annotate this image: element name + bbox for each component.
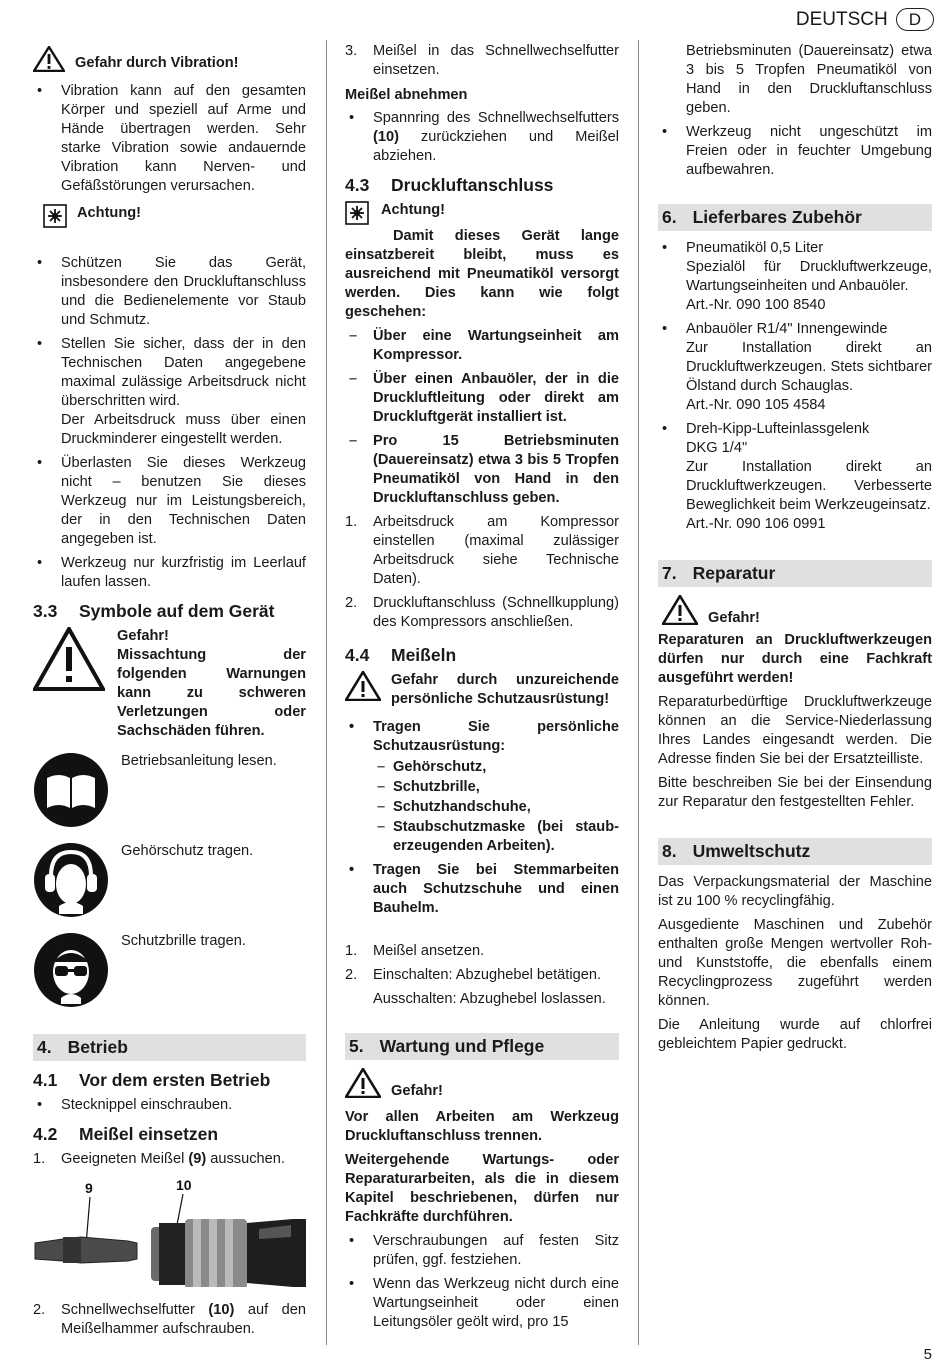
section-heading-4-2: 4.2 Meißel einsetzen — [33, 1124, 219, 1144]
achtung-text: Damit dieses Gerät lange einsatzbereit bleibt, muss es ausreichend mit Pneumatiköl versorgt werden. Dies kann wie folgt geschehen: — [345, 228, 619, 320]
repair-paragraph-1: Reparaturbedürftige Druckluftwerkzeuge können an die Service-Niederlassung Ihres Landes eingesandt werden. Die Adresse finden Sie bei der Ersatzteilliste. — [658, 694, 932, 767]
caution-icon — [43, 204, 67, 234]
list-item: • Werkzeug nur kurzfristig im Leerlauf laufen lassen. — [33, 554, 306, 592]
symbol-danger — [33, 627, 306, 746]
warning-triangle-icon — [33, 46, 65, 78]
list-item: • Stellen Sie sicher, dass der in den Technischen Daten angegebene maximal zulässige Arbeitsdruck nicht überschritten wird. Der Arbeitsdruck muss über einen Druckminderer eingestellt werden. — [33, 335, 306, 449]
figure-label-9: 9 — [85, 1180, 93, 1196]
gefahr-text-1: Vor allen Arbeiten am Werkzeug Druckluftanschluss trennen. — [345, 1109, 619, 1144]
accessory-item: • Pneumatiköl 0,5 Liter Spezialöl für Druckluftwerkzeuge, Wartungseinheiten und Anbauöler. Art.-Nr. 090 100 8540 — [658, 239, 932, 315]
section-bar-5: 5. Wartung und Pflege — [345, 1033, 619, 1060]
list-item: • Spannring des Schnellwechselfutters (10) zurückziehen und Meißel abziehen. — [345, 109, 619, 166]
symbol-manual — [33, 752, 306, 832]
section-heading-4-4: 4.4 Meißeln — [345, 645, 457, 665]
step-item: 2. Einschalten: Abzughebel betätigen. — [345, 967, 601, 983]
step-item: 1. Arbeitsdruck am Kompressor einstellen (maximal zulässiger Arbeitsdruck siehe Technische Daten). — [345, 514, 619, 587]
repair-paragraph-2: Bitte beschreiben Sie bei der Einsendung zur Reparatur den festgestellten Fehler. — [658, 775, 932, 810]
warning-triangle-icon — [345, 1068, 381, 1104]
achtung-label: Achtung! — [77, 205, 142, 221]
page-number: 5 — [923, 1346, 932, 1363]
list-item: • Tragen Sie persönliche Schutzausrüstung: – Gehörschutz, – Schutzbrille, – Schutzhandschuhe, – Staubschutzmaske (bei stauberzeugenden Arbeiten). — [345, 718, 619, 856]
maintenance-warning — [345, 1068, 619, 1104]
environment-paragraph-1: Das Verpackungsmaterial der Maschine ist zu 100 % recyclingfähig. — [658, 874, 932, 909]
chisel-chuck-illustration — [33, 1177, 306, 1287]
safety-glasses-icon — [33, 932, 109, 1008]
gefahr-text-2: Weitergehende Wartungs- oder Reparaturarbeiten, als die in diesem Kapitel beschriebenen, dürfen nur Fachkräfte durchführen. — [345, 1152, 619, 1225]
danger-triangle-icon — [33, 627, 105, 691]
list-item: • Überlasten Sie dieses Werkzeug nicht – benutzen Sie dieses Werkzeug nur im Leistungsbereich, der in den Technischen Daten angegeben ist. — [33, 454, 306, 549]
list-item: – Pro 15 Betriebsminuten (Dauereinsatz) etwa 3 bis 5 Tropfen Pneumatiköl von Hand in den Druckluftanschluss geben. — [345, 432, 619, 508]
gefahr-label: Gefahr! — [391, 1083, 443, 1099]
list-item: – Über eine Wartungseinheit am Kompressor. — [345, 327, 619, 365]
read-manual-icon — [33, 752, 109, 828]
list-item: • Tragen Sie bei Stemmarbeiten auch Schutzschuhe und einen Bauhelm. — [345, 861, 619, 918]
vibration-warning — [33, 46, 306, 78]
symbol-ear-text: Gehörschutz tragen. — [121, 843, 254, 859]
ppe-sub-item: – Staubschutzmaske (bei stauberzeugenden Arbeiten). — [373, 818, 619, 856]
environment-paragraph-3: Die Anleitung wurde auf chlorfrei gebleichtem Papier gedruckt. — [658, 1017, 932, 1052]
symbol-glasses-text: Schutzbrille tragen. — [121, 933, 246, 949]
section-bar-8: 8. Umweltschutz — [658, 838, 932, 865]
symbol-ear-protection — [33, 842, 306, 922]
language-badge: D — [896, 8, 934, 31]
ppe-sub-item: – Schutzbrille, — [373, 778, 619, 797]
ppe-sub-item: – Gehörschutz, — [373, 758, 619, 777]
warning-triangle-icon — [662, 595, 698, 631]
step-item: 1. Meißel ansetzen. — [345, 943, 485, 959]
section-heading-4-3: 4.3 Druckluftanschluss — [345, 175, 554, 195]
step-item: 3. Meißel in das Schnellwechselfutter einsetzen. — [345, 43, 619, 78]
accessory-item: • Anbauöler R1/4" Innengewinde Zur Installation direkt an Druckluftwerkzeugen. Stets sichtbarer Ölstand durch Schauglas. Art.-Nr. 090 105 4584 — [658, 320, 932, 415]
list-item: • Stecknippel einschrauben. — [33, 1096, 306, 1115]
symbol-danger-text: Missachtung der folgenden Warnungen kann zu schweren Verletzungen oder Sachschäden führen. — [117, 647, 306, 739]
list-item: • Werkzeug nicht ungeschützt im Freien oder in feuchter Umgebung aufbewahren. — [658, 123, 932, 180]
step-item: 2. Druckluftanschluss (Schnellkupplung) des Kompressors anschließen. — [345, 595, 619, 630]
remove-chisel-title: Meißel abnehmen — [345, 87, 468, 103]
achtung-label: Achtung! — [381, 202, 446, 218]
figure-label-10: 10 — [176, 1177, 192, 1193]
list-item: • Schützen Sie das Gerät, insbesondere den Druckluftanschluss und die Bedienelemente vor Staub und Schmutz. — [33, 254, 306, 330]
section-bar-4: 4. Betrieb — [33, 1034, 306, 1061]
ppe-warning-text: Gefahr durch unzureichende persönliche Schutzausrüstung! — [391, 672, 619, 707]
page-header — [796, 8, 934, 31]
achtung-notice — [43, 204, 306, 234]
list-item: • Verschraubungen auf festen Sitz prüfen, ggf. festziehen. — [345, 1232, 619, 1270]
accessory-item: • Dreh-Kipp-Lufteinlassgelenk DKG 1/4" Zur Installation direkt an Druckluftwerkzeugen. Verbesserte Beweglichkeit beim Werkzeugeinsatz. Art.-Nr. 090 106 0991 — [658, 420, 932, 534]
column-3 — [658, 42, 932, 1059]
chisel-figure — [33, 1177, 306, 1287]
ppe-sub-item: – Schutzhandschuhe, — [373, 798, 619, 817]
repair-warning — [662, 595, 932, 631]
warning-triangle-icon — [345, 671, 381, 707]
step-item: 1. Geeigneten Meißel (9) aussuchen. — [33, 1151, 285, 1167]
step-item: Ausschalten: Abzughebel loslassen. — [373, 991, 606, 1007]
section-heading-4-1: 4.1 Vor dem ersten Betrieb — [33, 1070, 271, 1090]
column-1 — [33, 42, 306, 1344]
language-label: DEUTSCH — [795, 9, 888, 30]
symbol-danger-title: Gefahr! — [117, 628, 169, 644]
gefahr-label: Gefahr! — [708, 610, 760, 626]
continued-text: Betriebsminuten (Dauereinsatz) etwa 3 bis 5 Tropfen Pneumatiköl von Hand in den Druckluftanschluss geben. — [686, 43, 932, 116]
list-item: • Wenn das Werkzeug nicht durch eine Wartungseinheit oder einen Leitungsöler geölt wird, pro 15 — [345, 1275, 619, 1332]
section-heading-3-3: 3.3 Symbole auf dem Gerät — [33, 601, 275, 621]
step-item: 2. Schnellwechselfutter (10) auf den Meißelhammer aufschrauben. — [33, 1302, 307, 1337]
environment-paragraph-2: Ausgediente Maschinen und Zubehör enthalten große Mengen wertvoller Roh- und Kunststoffe, die ebenfalls einem Recyclingprozess zugeführt werden können. — [658, 917, 932, 1009]
symbol-eye-protection — [33, 932, 306, 1012]
ear-protection-icon — [33, 842, 109, 918]
column-2 — [345, 42, 619, 1337]
section-bar-7: 7. Reparatur — [658, 560, 932, 587]
column-divider — [638, 40, 639, 1345]
list-item: – Über einen Anbauöler, der in die Druckluftleitung oder direkt am Druckluftgerät installiert ist. — [345, 370, 619, 427]
repair-warning-text: Reparaturen an Druckluftwerkzeugen dürfen nur durch eine Fachkraft ausgeführt werden! — [658, 632, 932, 686]
caution-icon — [345, 201, 369, 231]
section-bar-6: 6. Lieferbares Zubehör — [658, 204, 932, 231]
symbol-manual-text: Betriebsanleitung lesen. — [121, 753, 277, 769]
ppe-warning — [345, 671, 619, 714]
list-item: • Vibration kann auf den gesamten Körper und speziell auf Arme und Hände übertragen werden. Sehr starke Vibration sowie andauernde Vibration kann Nerven- und Gefäßstörungen verursachen. — [33, 82, 306, 196]
vibration-warning-title: Gefahr durch Vibration! — [75, 55, 239, 71]
column-divider — [326, 40, 327, 1345]
